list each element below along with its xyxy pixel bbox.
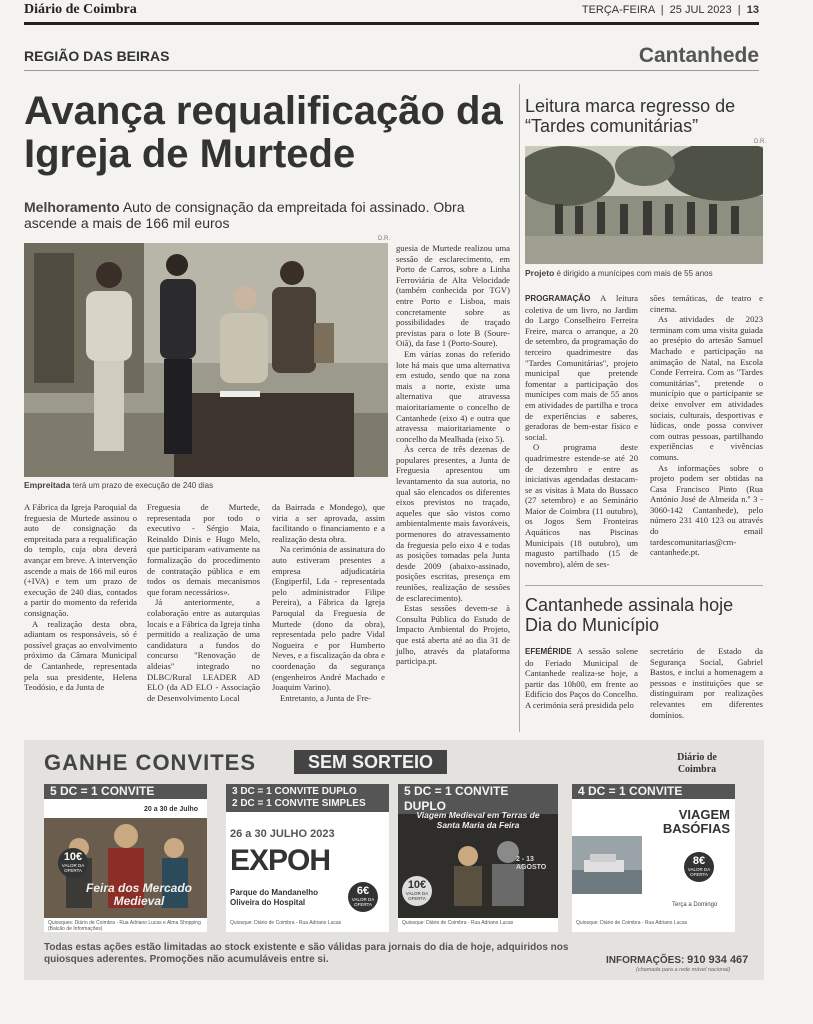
- column-divider: [519, 84, 520, 732]
- main-kicker: [24, 199, 504, 231]
- side2-lead-label: EFEMÉRIDE: [525, 647, 572, 656]
- side2-col-2: [650, 646, 763, 720]
- side1-lead-label: PROGRAMAÇÃO: [525, 294, 591, 303]
- paragraph: Entretanto, a Junta de Fre-: [280, 692, 371, 703]
- side2-lead-text: A sessão solene do Feriado Municipal de Cantanhede realiza-se hoje, a partir das 10h00, em frente ao Edifício dos Paços do Concelho. A cerimónia será presidida pelo: [525, 646, 638, 710]
- card-1-bar: 5 DC = 1 CONVITE: [44, 784, 207, 799]
- info-note: (chamada para a rede móvel nacional): [636, 967, 731, 973]
- weekday: TERÇA-FEIRA: [581, 4, 655, 16]
- card-2-venue: Parque do Mandanelho Oliveira do Hospital: [230, 888, 319, 907]
- side1-lead-text: A leitura coletiva de um livro, no Jardim do Largo Conselheiro Ferreira Freire, marca o arranque, a 20 de setembro, da programação do terceiro quadrimestre das "Tardes Comunitárias", projeto municipal que pretende fomentar a participação dos munícipes com mais de 55 anos em atividades de partilha e troca de experiências e saberes, geradoras de bem-estar físico e social.: [525, 293, 638, 442]
- card-2-price-note: VALOR DA OFERTA: [351, 897, 375, 907]
- sem-sorteio-badge: SEM SORTEIO: [294, 750, 447, 774]
- card-4-price-badge: [684, 852, 714, 882]
- masthead-logo: Diário de Coimbra: [24, 2, 137, 17]
- card-3-bar: 5 DC = 1 CONVITE DUPLO: [398, 784, 558, 814]
- photo-credit: D.R.: [378, 236, 390, 242]
- card-2-price: 6€: [356, 885, 370, 897]
- masthead-rule: [24, 22, 759, 25]
- side1-photo: [525, 146, 763, 264]
- side2-headline: Cantanhede assinala hoje Dia do Município: [525, 595, 734, 635]
- paragraph: A realização desta obra, adiantam os responsáveis, só é possível graças ao envolvimento próximo da Câmara Municipal de Cantanhede, representada pela sua presidente, Helena Teodósio, e da Junta de: [24, 618, 137, 693]
- main-col-3: [272, 502, 385, 703]
- card-1-price: 10€: [63, 851, 83, 863]
- info-line: [606, 954, 748, 966]
- section-city: Cantanhede: [638, 44, 759, 67]
- paragraph: As atividades de 2023 terminam com uma visita guiada ao presépio do artesão Samuel Machado e participação na animação de Natal, na Escola Conde Ferreira. Com as "Tardes comunitárias", pretende o município que o participante se deixe envolver em atividades sociais, culturais, desportivas e lúdicas, onde possa conviver com outras pessoas, partilhando experiências e vivências comuns.: [650, 314, 763, 462]
- kicker-label: Melhoramento: [24, 199, 120, 215]
- card-3-date: 2 - 13 AGOSTO: [516, 856, 547, 871]
- paragraph: O programa deste quadrimestre estende-se até 20 de dezembro e entre as iniciativas agendadas destacam-se as visitas à Mata do Bussaco (27 setembro) e ao Seminário Maior de Coimbra (11 outubro), os Jogos Sem Fronteiras Aquáticos nas Piscinas Municipais (18 outubro), um magusto partilhado (15 de novembro), além de ses-: [525, 442, 638, 569]
- paragraph: As informações sobre o projeto podem ser obtidas na Casa Francisco Pinto (Rua António José de Almeida n.º 3 - 3060-142 Cantanhede), pelo número 231 410 123 ou através do email tardescomunitarias@cm-cantanhede.pt.: [650, 462, 763, 558]
- card-4-price-note: VALOR DA OFERTA: [687, 867, 711, 877]
- section-rule: [24, 70, 759, 71]
- paragraph: Em várias zonas do referido lote há mais que uma alternativa em estudo, sendo que na zona mais a norte, existe uma alternativa que atravessa maioritariamente o concelho de Cantanhede (eixo 4) e outra que atravessa maioritariamente o concelho da Mealhada (eixo 5).: [396, 348, 510, 444]
- card-1-price-note: VALOR DA OFERTA: [61, 863, 85, 873]
- main-headline: Avança requalificação da Igreja de Murtede: [24, 89, 503, 176]
- garden-gathering-image: [525, 146, 763, 264]
- main-col-2: [147, 502, 260, 703]
- main-col-4: [396, 243, 510, 667]
- card-1-date: 20 a 30 de Julho: [144, 806, 199, 813]
- card-3-price: 10€: [407, 879, 427, 891]
- main-caption: [24, 480, 388, 490]
- card-2-price-badge: [348, 882, 378, 912]
- card-4-schedule: Terça a Domingo: [672, 902, 718, 908]
- side1-caption-label: Projeto: [525, 268, 555, 278]
- card-4-bar: 4 DC = 1 CONVITE: [572, 784, 735, 799]
- paragraph: guesia de Murtede realizou uma sessão de esclarecimento, em Porto de Carros, sobre a Linha Ferroviária de Alta Velocidade (também conhecida por TGV) entre Porto e Lisboa, mais concretamente sobre as possibilidades de traçado previstas para o lote B (Soure-Oiã), da fase 1 (Porto-Soure).: [396, 243, 510, 349]
- card-2-date: 26 a 30 JULHO 2023: [230, 828, 335, 840]
- card-4-price: 8€: [692, 855, 706, 867]
- paragraph: da Bairrada e Mondego), que viria a ser aprovada, assim facilitando o financiamento e a realização desta obra.: [272, 502, 385, 544]
- paragraph: Na cerimónia de assinatura do auto estiveram presentes a empresa adjudicatária (Engiperfil, Lda - representada pelo administrador Filipe Pereira), a Fábrica da Igreja Paroquial da Freguesia de Murtede (dono da obra), representada pelo padre Vidal Nogueira e por Humberto Neves, e a fiscalização da obra e coordenação da segurança (engenheiros André Machado e Joaquim Varino).: [272, 544, 385, 693]
- paragraph: secretário de Estado da Segurança Social, Gabriel Bastos, e inclui a homenagem a pessoas e instituições que se distinguiram por realizações relevantes em diferentes domínios.: [650, 646, 763, 720]
- main-photo: [24, 243, 388, 477]
- side1-caption-text: é dirigido a munícipes com mais de 55 anos: [556, 269, 713, 278]
- boat-image: [572, 836, 642, 894]
- promo-title: GANHE CONVITES: [44, 750, 257, 775]
- paragraph: Já anteriormente, a colaboração entre as autarquias locais e a Fábrica da Igreja tinha permitido a realização de uma candidatura a fundos do concurso "Renovação de aldeias" integrado no DLBC/Rural LEADER AD ELO (da AD ELO - Associação de Desenvolvimento Local: [147, 597, 260, 703]
- section-label: REGIÃO DAS BEIRAS: [24, 48, 170, 64]
- card-4-kiosk: Quiosque: Diário de Coimbra - Rua Adriano Lucas: [576, 920, 688, 926]
- card-1-price-badge: [58, 848, 88, 878]
- side1-headline: Leitura marca regresso de “Tardes comunitárias”: [525, 96, 736, 136]
- paragraph: Estas sessões devem-se à Consulta Pública do Estudo de Impacto Ambiental do Projeto, que está aberta até ao dia 31 de julho, através da plataforma participa.pt.: [396, 603, 510, 667]
- side-divider: [525, 585, 763, 586]
- paragraph: A Fábrica da Igreja Paroquial da freguesia de Murtede assinou o auto de consignação da empreitada para a requalificação do templo, cuja obra deverá avançar em breve. A intervenção ascende a mais de 166 mil euros (+IVA) e tem um prazo de execução de 240 dias, contados a partir do momento da referida consignação.: [24, 502, 137, 618]
- card-3-event: Viagem Medieval em Terras de Santa Maria da Feira: [416, 810, 540, 830]
- caption-text: terá um prazo de execução de 240 dias: [72, 481, 214, 490]
- promo-card-4: [572, 784, 735, 932]
- side2-col-1: [525, 646, 638, 711]
- card-3-price-badge: [402, 876, 432, 906]
- promo-card-1: [44, 784, 207, 932]
- card-4-event: VIAGEM BASÓFIAS: [662, 807, 730, 836]
- caption-label: Empreitada: [24, 480, 71, 490]
- kicker-text: Auto de consignação da empreitada foi assinado. Obra ascende a mais de 166 mil euros: [24, 199, 465, 231]
- paragraph: sões temáticas, de teatro e cinema.: [650, 293, 763, 314]
- signing-ceremony-image: [24, 243, 388, 477]
- card-3-kiosk: Quiosque: Diário de Coimbra - Rua Adriano Lucas: [398, 918, 558, 932]
- card-2-bar-line1: 3 DC = 1 CONVITE DUPLO: [232, 786, 357, 797]
- paragraph: [525, 293, 638, 442]
- promo-card-2: [226, 784, 389, 932]
- card-2-bar: [226, 784, 389, 812]
- card-2-kiosk: Quiosque: Diário de Coimbra - Rua Adriano Lucas: [230, 920, 342, 926]
- side1-col-2: [650, 293, 763, 558]
- info-label: INFORMAÇÕES:: [606, 955, 685, 966]
- card-3-price-note: VALOR DA OFERTA: [405, 891, 429, 901]
- paragraph: [525, 646, 638, 711]
- side1-col-1: [525, 293, 638, 569]
- promo-card-3: [398, 784, 558, 932]
- date: 25 JUL 2023: [669, 4, 732, 16]
- main-col-1: [24, 502, 137, 693]
- paragraph: Às cerca de três dezenas de populares presentes, a Junta de Freguesia apresentou um levantamento da sua autoria, no qual são elencados os diferentes eixos previstos no traçado, aqueles que são vistos como ambientalmente mais favoráveis, pormenores do atravessamento da freguesia pelo eixo 4 e todas as posições tomadas pela Junta desde 2009 (abaixo-assinado, posições escritas, presença em reuniões, realização de sessões de esclarecimento).: [396, 444, 510, 603]
- card-2-bar-line2: 2 DC = 1 CONVITE SIMPLES: [232, 798, 366, 809]
- side1-caption: [525, 268, 763, 278]
- card-1-kiosk: Quiosques: Diário de Coimbra - Rua Adriano Lucas e Alma Shopping (Balcão de Informações): [48, 920, 201, 932]
- side1-photo-credit: D.R.: [754, 139, 766, 145]
- promo-footer: Todas estas ações estão limitadas ao stock existente e são válidas para jornais do dia de hoje, adquiridos nos quiosques aderentes. Promoções não acumuláveis entre si.: [44, 942, 569, 965]
- promo-logo: Diário de Coimbra: [677, 752, 717, 775]
- paragraph: Freguesia de Murtede, representada por todo o executivo - Sérgio Maia, Reinaldo Dinis e Hugo Melo, que participaram «ativamente na formalização do procedimento de contratação pública e em todos os demais mecanismos que foram necessários».: [147, 502, 260, 597]
- info-phone: 910 934 467: [687, 954, 749, 966]
- masthead-date: TERÇA-FEIRA | 25 JUL 2023 | 13: [581, 4, 759, 16]
- card-1-event: Feira dos Mercado Medieval: [85, 881, 193, 908]
- page-number: 13: [746, 4, 759, 16]
- card-2-event: EXPOH: [230, 844, 331, 877]
